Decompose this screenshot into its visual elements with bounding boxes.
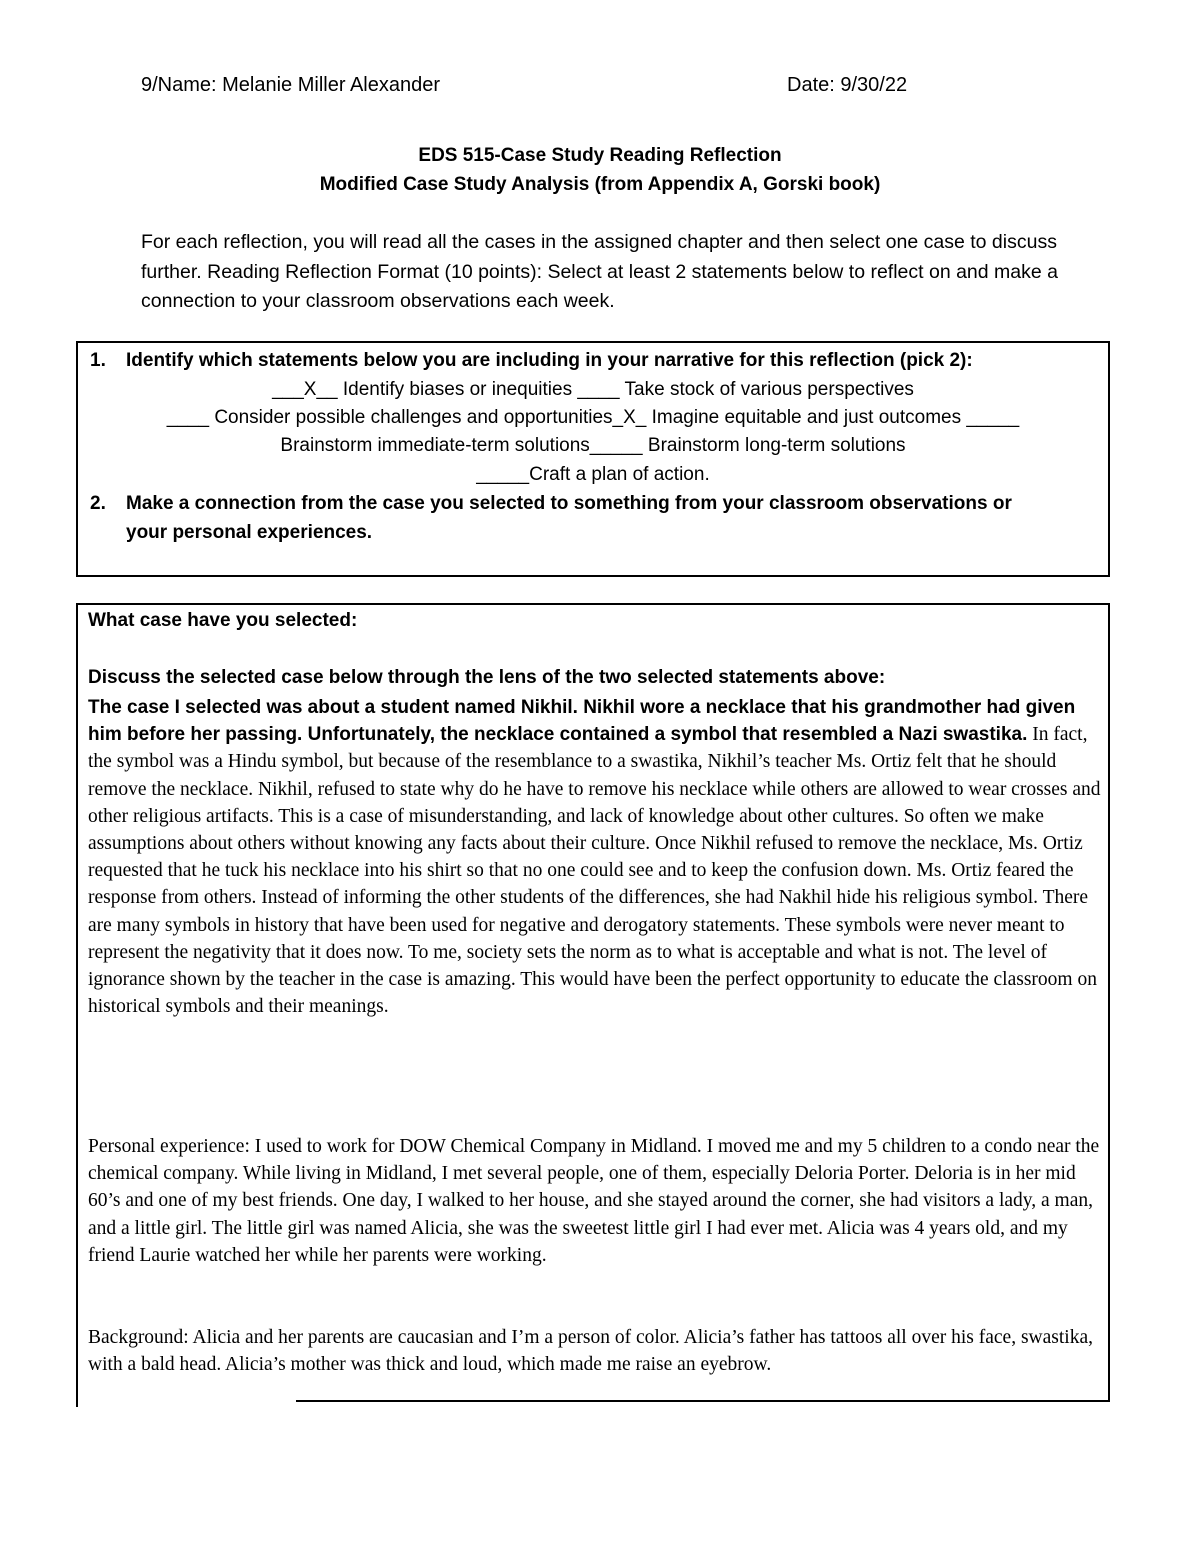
- options-line-2: ____ Consider possible challenges and opportunities_X_ Imagine equitable and just outcomes _____: [166, 407, 1020, 428]
- item-2-continuation: your personal experiences.: [126, 522, 373, 543]
- document-title: EDS 515-Case Study Reading Reflection: [418, 145, 782, 166]
- personal-experience: Personal experience: I used to work for DOW Chemical Company in Midland. I moved me and my 5 children to a condo near the chemical company. While living in Midland, I met several people, one of them, especially Deloria Porter. Deloria is in her mid 60’s and one of my best friends. One day, I walked to her house, and she stayed around the corner, she had visitors a lady, a man, and a little girl. The little girl was named Alicia, she was the sweetest little girl I had ever met. Alicia was 4 years old, and my friend Laurie watched her while her parents were working.: [88, 1136, 1100, 1266]
- response-box-left-border-end: [76, 1380, 78, 1407]
- case-discussion: [88, 694, 1102, 1020]
- background-paragraph: Background: Alicia and her parents are caucasian and I’m a person of color. Alicia’s father has tattoos all over his face, swastika, with a bald head. Alicia’s mother was thick and loud, which made me raise an eyebrow.: [88, 1327, 1093, 1376]
- document-subtitle: Modified Case Study Analysis (from Appendix A, Gorski book): [319, 174, 881, 195]
- options-line-1: ___X__ Identify biases or inequities ____ Take stock of various perspectives: [272, 379, 914, 400]
- response-box-bottom-border: [296, 1400, 1110, 1402]
- date-line: Date: 9/30/22: [787, 74, 908, 96]
- intro-paragraph: For each reflection, you will read all the cases in the assigned chapter and then select one case to discuss further. Reading Reflection Format (10 points): Select at least 2 statements below to reflect on and make a connection to your classroom observations each week.: [141, 231, 1058, 312]
- item-1-text: Identify which statements below you are including in your narrative for this reflection (pick 2):: [126, 350, 973, 371]
- case-selected-label: What case have you selected:: [88, 610, 358, 631]
- case-intro-bold: The case I selected was about a student named Nikhil. Nikhil wore a necklace that his grandmother had given him before her passing. Unfortunately, the necklace contained a symbol that resembled a Nazi swastika.: [88, 697, 1076, 746]
- response-box: [76, 603, 1110, 1401]
- instruction-item-1: [90, 346, 973, 375]
- instructions-box: [76, 341, 1110, 577]
- discuss-label: Discuss the selected case below through the lens of the two selected statements above:: [88, 667, 886, 688]
- options-line-4: _____Craft a plan of action.: [476, 464, 710, 485]
- item-2-number: 2.: [90, 493, 106, 514]
- options-line-3: Brainstorm immediate-term solutions_____ Brainstorm long-term solutions: [280, 435, 906, 456]
- case-discussion-text: In fact, the symbol was a Hindu symbol, but because of the resemblance to a swastika, Nikhil’s teacher Ms. Ortiz felt that he should remove the necklace. Nikhil, refused to state why do he have to remove his necklace while others are allowed to wear crosses and other religious artifacts. This is a case of misunderstanding, and lack of knowledge about other cultures. So often we make assumptions about others without knowing any facts about their culture. Once Nikhil refused to remove the necklace, Ms. Ortiz requested that he tuck his necklace into his shirt so that no one could see and to keep the confusion down. Ms. Ortiz feared the response from others. Instead of informing the other students of the differences, she had Nakhil hide his religious symbol. There are many symbols in history that have been used for negative and derogatory statements. These symbols were never meant to represent the negativity that it does now. To me, society sets the norm as to what is acceptable and what is not. The level of ignorance shown by the teacher in the case is amazing. This would have been the perfect opportunity to educate the classroom on historical symbols and their meanings.: [88, 724, 1101, 1018]
- name-line: 9/Name: Melanie Miller Alexander: [141, 74, 441, 96]
- instruction-item-2: [90, 489, 1012, 518]
- item-1-number: 1.: [90, 350, 106, 371]
- item-2-text: Make a connection from the case you selected to something from your classroom observations or: [126, 493, 1012, 514]
